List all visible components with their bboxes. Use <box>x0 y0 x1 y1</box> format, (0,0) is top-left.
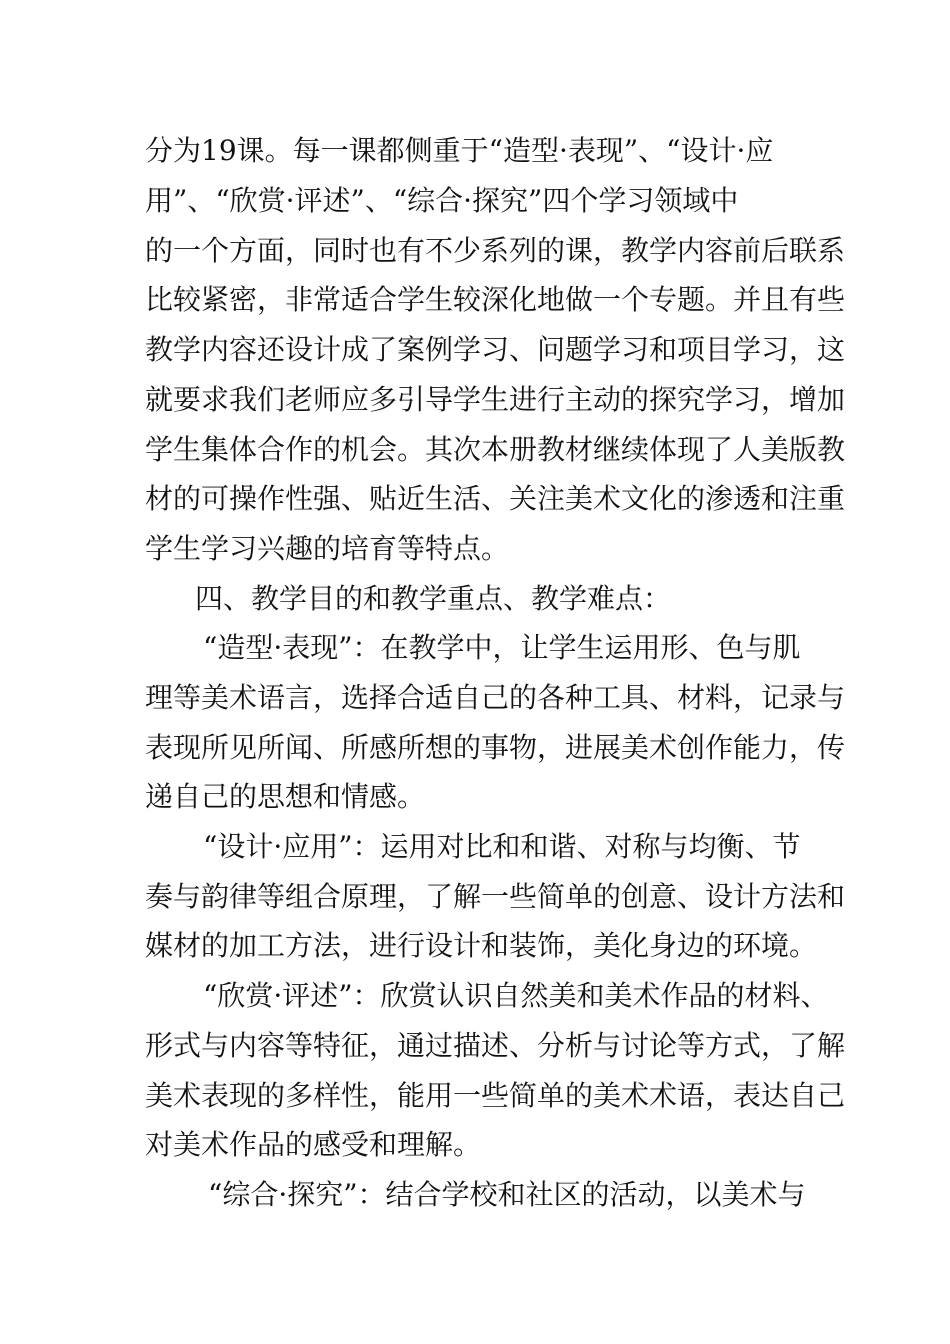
text-line: 就要求我们老师应多引导学生进行主动的探究学习，增加 <box>145 383 846 416</box>
text-line: 的一个方面，同时也有不少系列的课，教学内容前后联系 <box>145 234 846 267</box>
text-line: 教学内容还设计成了案例学习、问题学习和项目学习，这 <box>145 333 846 366</box>
text-line: “欣赏·评述”：欣赏认识自然美和美术作品的材料、 <box>203 979 829 1012</box>
text-line: “综合·探究”：结合学校和社区的活动，以美术与 <box>208 1178 806 1211</box>
text-line: 学生集体合作的机会。其次本册教材继续体现了人美版教 <box>145 433 846 466</box>
text-line: 形式与内容等特征，通过描述、分析与讨论等方式，了解 <box>145 1029 846 1062</box>
text-line: 递自己的思想和情感。 <box>145 780 426 813</box>
text-line: 比较紧密，非常适合学生较深化地做一个专题。并且有些 <box>145 283 846 316</box>
text-line: 学生学习兴趣的培育等特点。 <box>145 532 510 565</box>
text-line: “设计·应用”：运用对比和和谐、对称与均衡、节 <box>203 830 801 863</box>
text-line: 美术表现的多样性，能用一些简单的美术术语，表达自己 <box>145 1079 846 1112</box>
text-line: 理等美术语言，选择合适自己的各种工具、材料，记录与 <box>145 681 846 714</box>
text-line: 用”、“欣赏·评述”、“综合·探究”四个学习领域中 <box>145 184 739 217</box>
text-line: 奏与韵律等组合原理，了解一些简单的创意、设计方法和 <box>145 880 846 913</box>
text-line: 分为19课。每一课都侧重于“造型·表现”、“设计·应 <box>145 134 774 167</box>
text-line: 对美术作品的感受和理解。 <box>145 1128 482 1161</box>
text-line: “造型·表现”：在教学中，让学生运用形、色与肌 <box>203 631 801 664</box>
text-line: 材的可操作性强、贴近生活、关注美术文化的渗透和注重 <box>145 482 846 515</box>
section-heading: 四、教学目的和教学重点、教学难点： <box>195 582 672 615</box>
text-line: 表现所见所闻、所感所想的事物，进展美术创作能力，传 <box>145 731 846 764</box>
text-line: 媒材的加工方法，进行设计和装饰，美化身边的环境。 <box>145 929 818 962</box>
